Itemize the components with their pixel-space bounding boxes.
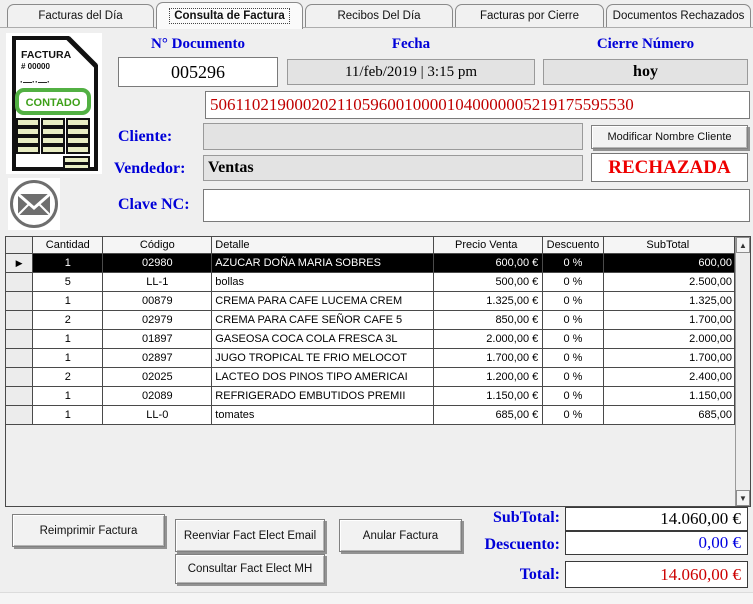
- row-selector-cell[interactable]: [6, 406, 33, 425]
- table-row[interactable]: [6, 387, 735, 406]
- bottom-strip: [0, 592, 753, 604]
- tab-recibos-del-dia[interactable]: Recibos Del Día: [305, 4, 453, 27]
- table-row[interactable]: [6, 406, 735, 425]
- cell-codigo[interactable]: LL-1: [103, 273, 212, 292]
- cell-codigo[interactable]: 01897: [103, 330, 212, 349]
- grid-header-cantidad: Cantidad: [33, 237, 103, 254]
- cell-precio-venta[interactable]: 500,00 €: [434, 273, 543, 292]
- cell-descuento[interactable]: 0 %: [543, 292, 603, 311]
- cell-cantidad[interactable]: 5: [33, 273, 103, 292]
- total-field: 14.060,00 €: [565, 561, 748, 588]
- cell-cantidad[interactable]: 1: [33, 292, 103, 311]
- cell-detalle[interactable]: AZUCAR DOÑA MARIA SOBRES: [212, 254, 434, 273]
- tab-consulta-de-factura[interactable]: Consulta de Factura: [156, 2, 303, 29]
- cell-detalle[interactable]: CREMA PARA CAFE SEÑOR CAFE 5: [212, 311, 434, 330]
- cell-detalle[interactable]: CREMA PARA CAFE LUCEMA CREM: [212, 292, 434, 311]
- vendedor-label: Vendedor:: [114, 160, 186, 177]
- grid-body: [6, 254, 750, 425]
- row-selector-cell[interactable]: [6, 387, 33, 406]
- line-items-grid: [5, 236, 751, 507]
- grid-header-row: [6, 237, 735, 254]
- cell-descuento[interactable]: 0 %: [543, 406, 603, 425]
- grid-header-descuento: Descuento: [543, 237, 603, 254]
- cell-precio-venta[interactable]: 600,00 €: [434, 254, 543, 273]
- svg-text:# 00000: # 00000: [21, 62, 50, 71]
- cell-descuento[interactable]: 0 %: [543, 254, 603, 273]
- cell-detalle[interactable]: GASEOSA COCA COLA FRESCA 3L: [212, 330, 434, 349]
- cell-codigo[interactable]: 02025: [103, 368, 212, 387]
- cell-subtotal[interactable]: 1.700,00: [604, 311, 735, 330]
- email-icon[interactable]: [8, 178, 60, 230]
- consultar-fact-elect-mh-button[interactable]: Consultar Fact Elect MH: [175, 554, 325, 584]
- cell-subtotal[interactable]: 1.150,00: [604, 387, 735, 406]
- row-selector-cell[interactable]: [6, 273, 33, 292]
- row-selector-cell[interactable]: [6, 349, 33, 368]
- grid-header-subtotal: SubTotal: [604, 237, 735, 254]
- total-label: Total:: [519, 566, 560, 583]
- doc-number-label: N° Documento: [151, 36, 245, 52]
- cell-descuento[interactable]: 0 %: [543, 311, 603, 330]
- cell-descuento[interactable]: 0 %: [543, 273, 603, 292]
- cell-subtotal[interactable]: 2.500,00: [604, 273, 735, 292]
- estado-rechazada-badge: RECHAZADA: [591, 153, 748, 182]
- cell-cantidad[interactable]: 2: [33, 311, 103, 330]
- tab-facturas-del-dia[interactable]: Facturas del Día: [7, 4, 154, 27]
- grid-header-precio-venta: Precio Venta: [434, 237, 543, 254]
- svg-text:CONTADO: CONTADO: [25, 97, 81, 109]
- row-selector-cell[interactable]: [6, 292, 33, 311]
- cell-codigo[interactable]: 02980: [103, 254, 212, 273]
- modificar-nombre-cliente-button[interactable]: Modificar Nombre Cliente: [591, 125, 748, 149]
- cell-codigo[interactable]: 02089: [103, 387, 212, 406]
- grid-header-selector: [6, 237, 33, 254]
- cell-subtotal[interactable]: 2.400,00: [604, 368, 735, 387]
- row-selector-cell[interactable]: [6, 330, 33, 349]
- table-row[interactable]: [6, 292, 735, 311]
- cell-precio-venta[interactable]: 1.700,00 €: [434, 349, 543, 368]
- table-row[interactable]: [6, 254, 735, 273]
- cliente-label: Cliente:: [118, 128, 173, 145]
- cell-codigo[interactable]: 02897: [103, 349, 212, 368]
- table-row[interactable]: [6, 273, 735, 292]
- table-row[interactable]: [6, 349, 735, 368]
- clave-nc-label: Clave NC:: [118, 196, 190, 213]
- reimprimir-factura-button[interactable]: Reimprimir Factura: [12, 514, 165, 547]
- clave-nc-field[interactable]: [203, 189, 750, 222]
- cell-precio-venta[interactable]: 685,00 €: [434, 406, 543, 425]
- descuento-label: Descuento:: [484, 536, 560, 553]
- invoice-document-icon: [6, 33, 102, 174]
- row-selector-cell[interactable]: ▶: [6, 254, 33, 273]
- vendedor-field: Ventas: [203, 155, 583, 181]
- table-row[interactable]: [6, 368, 735, 387]
- cell-precio-venta[interactable]: 1.150,00 €: [434, 387, 543, 406]
- cierre-numero-field: hoy: [543, 59, 748, 85]
- doc-number-field[interactable]: 005296: [118, 57, 278, 87]
- tab-facturas-por-cierre[interactable]: Facturas por Cierre: [455, 4, 604, 27]
- fecha-label: Fecha: [391, 36, 431, 52]
- tabstrip-baseline: [0, 27, 753, 28]
- row-selector-cell[interactable]: [6, 368, 33, 387]
- svg-text:FACTURA: FACTURA: [21, 49, 72, 61]
- grid-vertical-scrollbar[interactable]: [735, 237, 750, 506]
- cell-descuento[interactable]: 0 %: [543, 330, 603, 349]
- table-row[interactable]: [6, 330, 735, 349]
- cell-precio-venta[interactable]: 850,00 €: [434, 311, 543, 330]
- cell-cantidad[interactable]: 1: [33, 406, 103, 425]
- svg-text:·—··—·: ·—··—·: [20, 77, 50, 87]
- cell-detalle[interactable]: bollas: [212, 273, 434, 292]
- fecha-field: 11/feb/2019 | 3:15 pm: [287, 59, 535, 85]
- cell-cantidad[interactable]: 1: [33, 330, 103, 349]
- subtotal-field: 14.060,00 €: [565, 507, 748, 531]
- cell-subtotal[interactable]: 1.325,00: [604, 292, 735, 311]
- cell-precio-venta[interactable]: 1.200,00 €: [434, 368, 543, 387]
- grid-header-codigo: Código: [103, 237, 212, 254]
- cell-detalle[interactable]: LACTEO DOS PINOS TIPO AMERICAI: [212, 368, 434, 387]
- cell-detalle[interactable]: tomates: [212, 406, 434, 425]
- cell-precio-venta[interactable]: 2.000,00 €: [434, 330, 543, 349]
- cell-subtotal[interactable]: 600,00: [604, 254, 735, 273]
- row-selector-cell[interactable]: [6, 311, 33, 330]
- cell-subtotal[interactable]: 1.700,00: [604, 349, 735, 368]
- clave-numerica-field[interactable]: 50611021900020211059600100001040000005219175595530: [205, 91, 750, 119]
- grid-header-detalle: Detalle: [212, 237, 434, 254]
- cell-descuento[interactable]: 0 %: [543, 368, 603, 387]
- cell-precio-venta[interactable]: 1.325,00 €: [434, 292, 543, 311]
- tab-documentos-rechazados[interactable]: Documentos Rechazados: [606, 4, 751, 27]
- scroll-up-arrow[interactable]: ▲: [736, 237, 750, 253]
- cell-cantidad[interactable]: 1: [33, 349, 103, 368]
- scroll-down-arrow[interactable]: ▼: [736, 490, 750, 506]
- subtotal-label: SubTotal:: [493, 509, 560, 526]
- cell-cantidad[interactable]: 1: [33, 387, 103, 406]
- cell-codigo[interactable]: LL-0: [103, 406, 212, 425]
- cell-cantidad[interactable]: 2: [33, 368, 103, 387]
- table-row[interactable]: [6, 311, 735, 330]
- cell-detalle[interactable]: REFRIGERADO EMBUTIDOS PREMII: [212, 387, 434, 406]
- cell-descuento[interactable]: 0 %: [543, 349, 603, 368]
- anular-factura-button[interactable]: Anular Factura: [339, 519, 462, 552]
- cliente-field: [203, 123, 583, 150]
- cell-descuento[interactable]: 0 %: [543, 387, 603, 406]
- reenviar-fact-elect-email-button[interactable]: Reenviar Fact Elect Email: [175, 519, 325, 552]
- cell-detalle[interactable]: JUGO TROPICAL TE FRIO MELOCOT: [212, 349, 434, 368]
- cierre-numero-label: Cierre Número: [596, 36, 695, 52]
- cell-subtotal[interactable]: 685,00: [604, 406, 735, 425]
- descuento-field: 0,00 €: [565, 531, 748, 555]
- cell-cantidad[interactable]: 1: [33, 254, 103, 273]
- cell-codigo[interactable]: 02979: [103, 311, 212, 330]
- cell-codigo[interactable]: 00879: [103, 292, 212, 311]
- cell-subtotal[interactable]: 2.000,00: [604, 330, 735, 349]
